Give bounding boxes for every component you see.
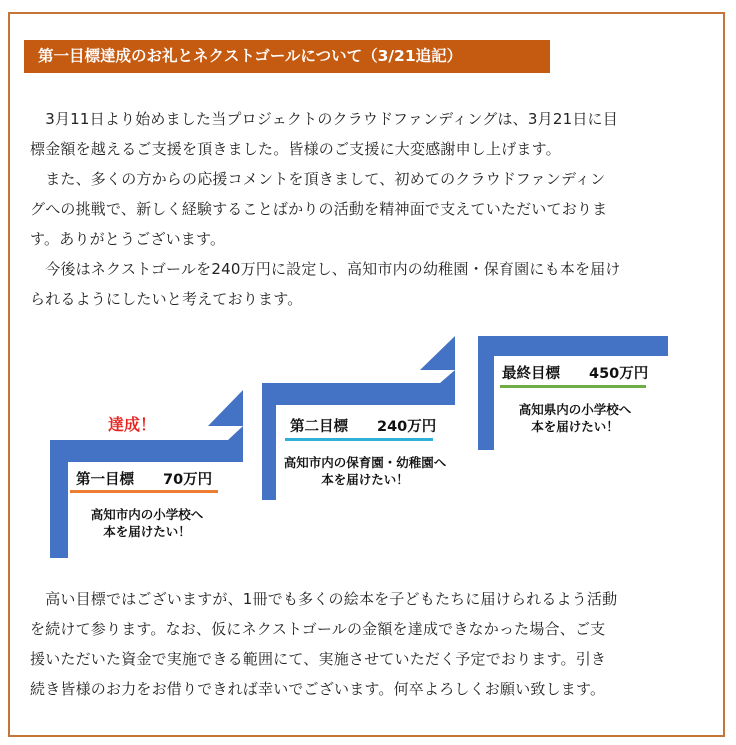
goal1-underline xyxy=(70,490,218,493)
paragraph-line: 3月11日より始めました当プロジェクトのクラウドファンディングは、3月21日に目 xyxy=(30,110,618,128)
goal3-underline xyxy=(500,385,646,388)
paragraph-line: 標金額を越えるご支援を頂きました。皆様のご支援に大変感謝申し上げます。 xyxy=(30,140,561,158)
goal1-desc-line: 高知市内の小学校へ xyxy=(90,507,204,522)
paragraph-line: す。ありがとうございます。 xyxy=(30,230,226,248)
goal1-title: 第一目標 70万円 xyxy=(76,472,213,488)
goal2-description xyxy=(275,454,455,488)
stair-corner-2 xyxy=(420,336,455,370)
achieved-label: 達成！ xyxy=(108,415,157,434)
paragraph-line: 援いただいた資金で実施できる範囲にて、実施させていただく予定でおります。引き xyxy=(30,650,607,668)
goal3-description xyxy=(500,401,650,435)
goal3-title: 最終目標 450万円 xyxy=(502,366,649,382)
goal2-desc-line: 高知市内の保育園・幼稚園へ xyxy=(283,455,447,470)
goal3-desc-line: 本を届けたい！ xyxy=(531,419,619,434)
goal2-desc-line: 本を届けたい！ xyxy=(321,472,409,487)
paragraph-line: また、多くの方からの応援コメントを頂きまして、初めてのクラウドファンディン xyxy=(30,170,606,188)
paragraph-line: 続き皆様のお力をお借りできれば幸いでございます。何卒よろしくお願い致します。 xyxy=(30,680,606,698)
paragraph-line: を続けて参ります。なお、仮にネクストゴールの金額を達成できなかった場合、ご支 xyxy=(30,620,606,638)
goal2-underline xyxy=(285,438,433,441)
paragraph-line: 今後はネクストゴールを240万円に設定し、高知市内の幼稚園・保育園にも本を届け xyxy=(30,260,621,278)
paragraph-line: 高い目標ではございますが、1冊でも多くの絵本を子どもたちに届けられるよう活動 xyxy=(30,590,618,608)
goal2-title: 第二目標 240万円 xyxy=(290,419,437,435)
section-title: 第一目標達成のお礼とネクストゴールについて（3/21追記） xyxy=(38,47,463,65)
paragraph-line: られるようにしたいと考えております。 xyxy=(30,290,303,308)
goal1-description xyxy=(72,506,222,540)
stair-corner-1 xyxy=(208,390,243,426)
goal1-desc-line: 本を届けたい！ xyxy=(103,524,191,539)
paragraph-line: グへの挑戦で、新しく経験することばかりの活動を精神面で支えていただいておりま xyxy=(30,200,608,218)
goal3-desc-line: 高知県内の小学校へ xyxy=(518,402,632,417)
paragraph-closing xyxy=(30,584,720,704)
